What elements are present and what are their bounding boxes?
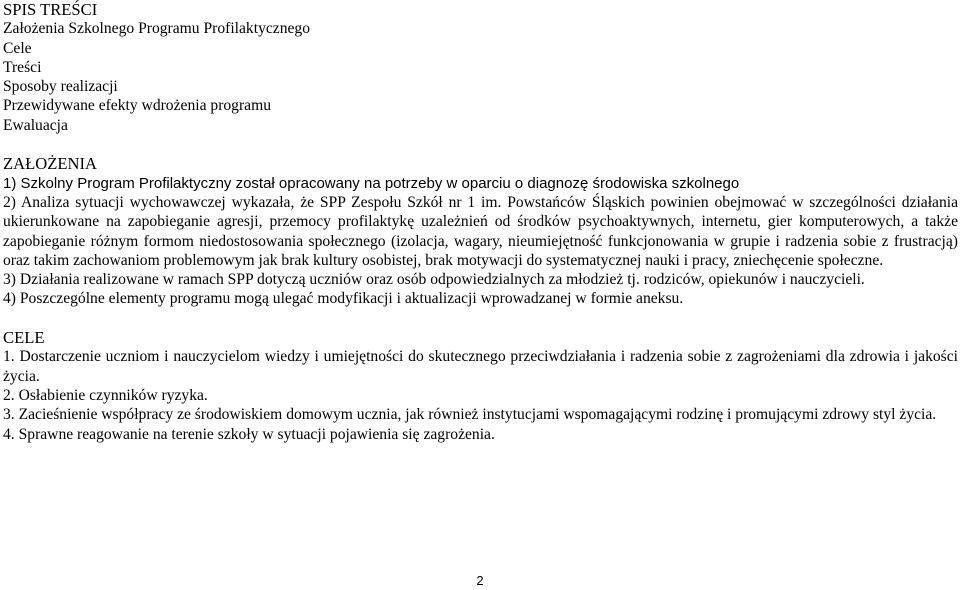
toc-item: Treści — [3, 58, 42, 76]
toc-item: Ewaluacja — [3, 116, 68, 134]
spacer — [3, 135, 958, 154]
cele-paragraph-1: 1. Dostarczenie uczniom i nauczycielom wiedzy i umiejętności do skutecznego przeciwdziałania i radzenia sobie z zagrożeniami dla zdrowia i jakości życia. — [3, 348, 958, 385]
zalozenia-paragraph-2: 2) Analiza sytuacji wychowawczej wykazała, że SPP Zespołu Szkół nr 1 im. Powstańców Śląskich powinien obejmować w szczególności działania ukierunkowane na zapobieganie agresji, przemocy profilaktykę uzależnień od środków psychoaktywnych, internetu, gier komputerowych, a także zapobieganie różnym formom niedostosowania społecznego (izolacja, wagary, nieumiejętność funkcjonowania w grupie i radzenia sobie z frustracją) oraz takim zachowaniom problemowym jak brak kultury osobistej, brak motywacji do systematycznej nauki i pracy, zniechęcenie społeczne. — [3, 193, 958, 269]
zalozenia-paragraph-1: 1) Szkolny Program Profilaktyczny został opracowany na potrzeby w oparciu o diagnozę środowiska szkolnego — [3, 174, 740, 192]
toc-heading: SPIS TREŚCI — [3, 0, 98, 19]
zalozenia-paragraph-4: 4) Poszczególne elementy programu mogą ulegać modyfikacji i aktualizacji wprowadzanej w formie aneksu. — [3, 290, 684, 308]
document-page — [3, 0, 958, 444]
zalozenia-heading: ZAŁOŻENIA — [3, 154, 98, 174]
page-number: 2 — [476, 573, 484, 588]
cele-heading: CELE — [3, 328, 45, 348]
zalozenia-paragraph-3: 3) Działania realizowane w ramach SPP dotyczą uczniów oraz osób odpowiedzialnych za młodzież tj. rodziców, opiekunów i nauczycieli. — [3, 271, 865, 289]
toc-item: Sposoby realizacji — [3, 78, 118, 96]
cele-paragraph-2: 2. Osłabienie czynników ryzyka. — [3, 386, 208, 404]
toc-item: Założenia Szkolnego Programu Profilaktycznego — [3, 20, 311, 38]
cele-paragraph-4: 4. Sprawne reagowanie na terenie szkoły w sytuacji pojawienia się zagrożenia. — [3, 425, 495, 443]
cele-paragraph-3: 3. Zacieśnienie współpracy ze środowiskiem domowym ucznia, jak również instytucjami wspomagającymi rodzinę i promującymi zdrowy styl życia. — [3, 406, 937, 424]
toc-item: Przewidywane efekty wdrożenia programu — [3, 97, 272, 115]
spacer — [3, 309, 958, 328]
toc-item: Cele — [3, 39, 32, 57]
